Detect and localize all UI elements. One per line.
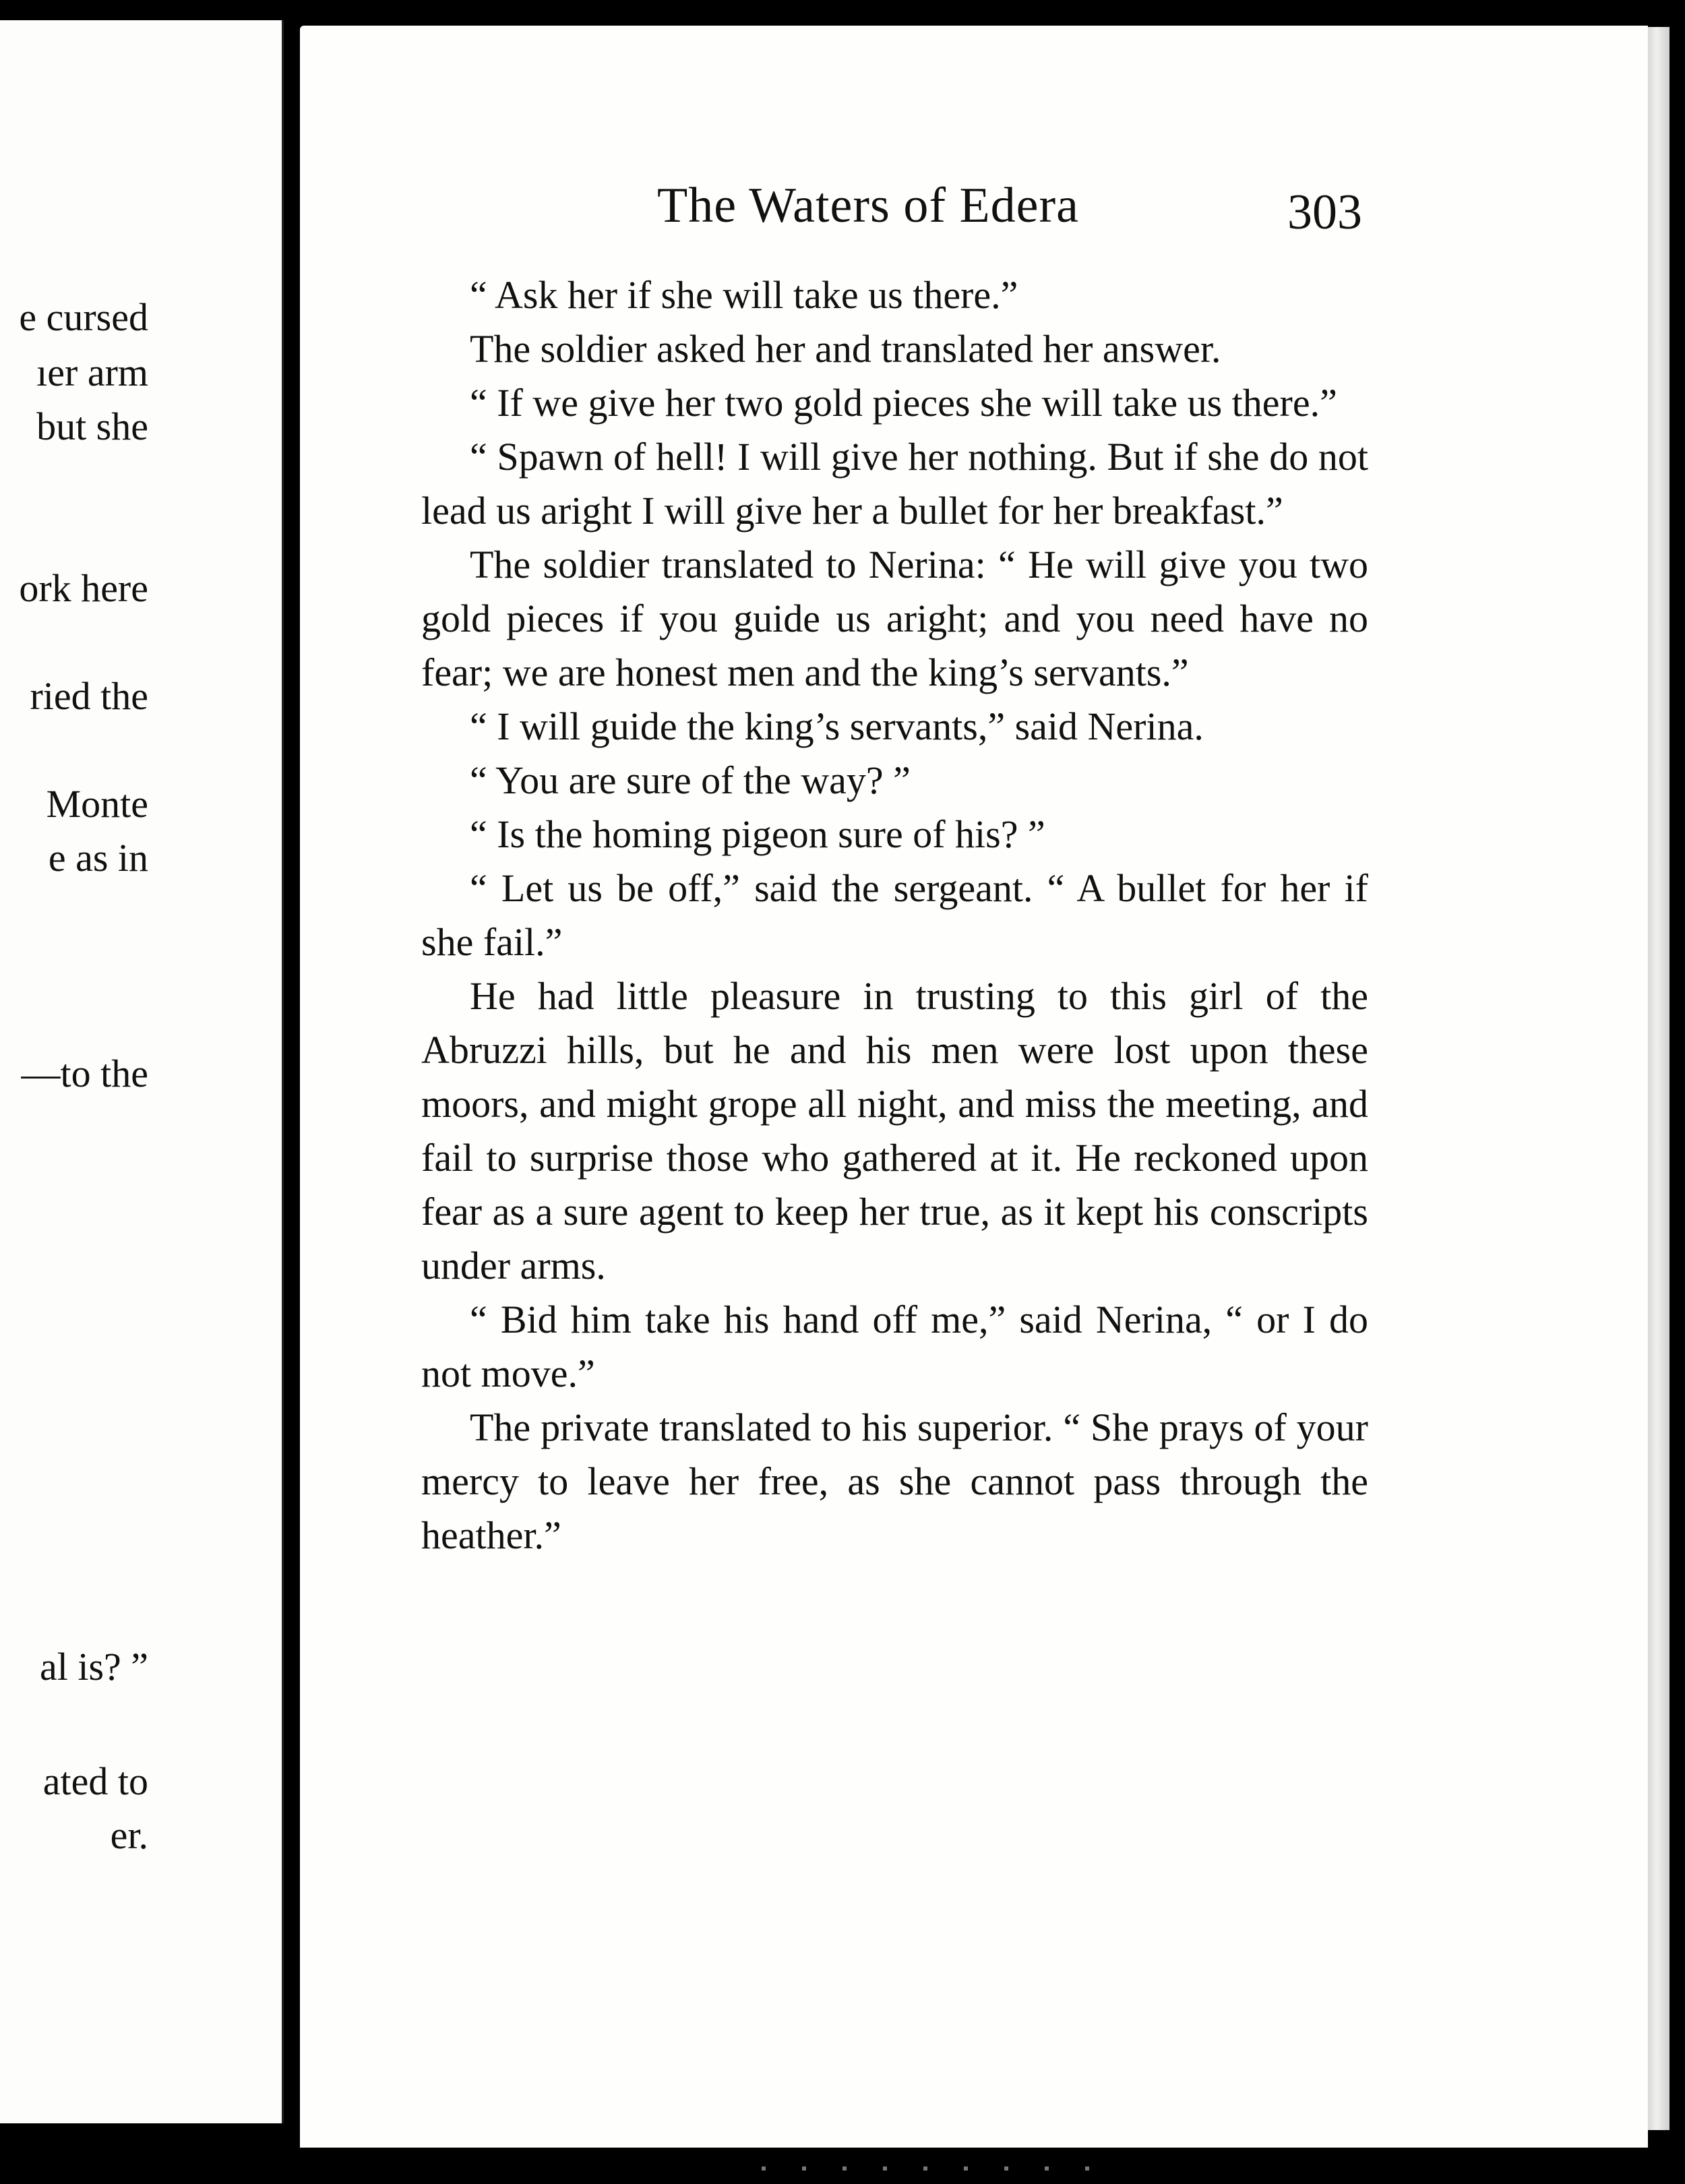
paragraph: “ Ask her if she will take us there.”	[470, 273, 1018, 317]
left-page-line: ried the	[30, 674, 148, 718]
left-page-line: e cursed	[19, 295, 148, 339]
left-page-line: ated to	[42, 1759, 148, 1803]
paragraph: He had little pleasure in trusting to this girl of the Abruzzi hills, but he and his men were lost upon these moors, and might grope all night, and miss the meeting, and fail to surprise those who gathered at it. He reckoned upon fear as a sure agent to keep her true, as it kept his conscripts under arms.	[421, 974, 1368, 1287]
paragraph: “ I will guide the king’s servants,” said Nerina.	[470, 704, 1204, 748]
page-edge	[1648, 27, 1669, 2130]
left-page-fragment	[0, 20, 284, 2123]
body-text	[421, 268, 1368, 1563]
book-gutter	[284, 0, 300, 2184]
left-page-line: er.	[110, 1813, 148, 1857]
left-page-line: al is? ”	[39, 1645, 148, 1689]
left-page-line: —to the	[21, 1052, 148, 1095]
paragraph: “ Spawn of hell! I will give her nothing. But if she do not lead us aright I will give her a bullet for her breakfast.”	[421, 435, 1368, 533]
paragraph: “ You are sure of the way? ”	[470, 758, 911, 802]
paragraph: The private translated to his superior. “ She prays of your mercy to leave her free, as she cannot pass through the heather.”	[421, 1405, 1368, 1557]
paragraph: “ Let us be off,” said the sergeant. “ A bullet for her if she fail.”	[421, 866, 1368, 964]
paragraph: “ If we give her two gold pieces she will take us there.”	[470, 381, 1337, 425]
running-head: The Waters of Edera	[657, 178, 1079, 233]
page-number: 303	[1287, 185, 1362, 240]
paragraph: The soldier asked her and translated her answer.	[470, 327, 1221, 371]
left-page-line: ıer arm	[36, 351, 148, 394]
left-page-line: e as in	[48, 836, 148, 880]
paragraph: The soldier translated to Nerina: “ He will give you two gold pieces if you guide us aright; and you need have no fear; we are honest men and the king’s servants.”	[421, 543, 1368, 694]
scan-edge-marks	[762, 2166, 1099, 2171]
paragraph: “ Is the homing pigeon sure of his? ”	[470, 812, 1045, 856]
left-page-line: ork here	[19, 566, 148, 610]
left-page-line: Monte	[46, 782, 148, 826]
paragraph: “ Bid him take his hand off me,” said Nerina, “ or I do not move.”	[421, 1298, 1368, 1395]
left-page-line: but she	[36, 404, 148, 448]
